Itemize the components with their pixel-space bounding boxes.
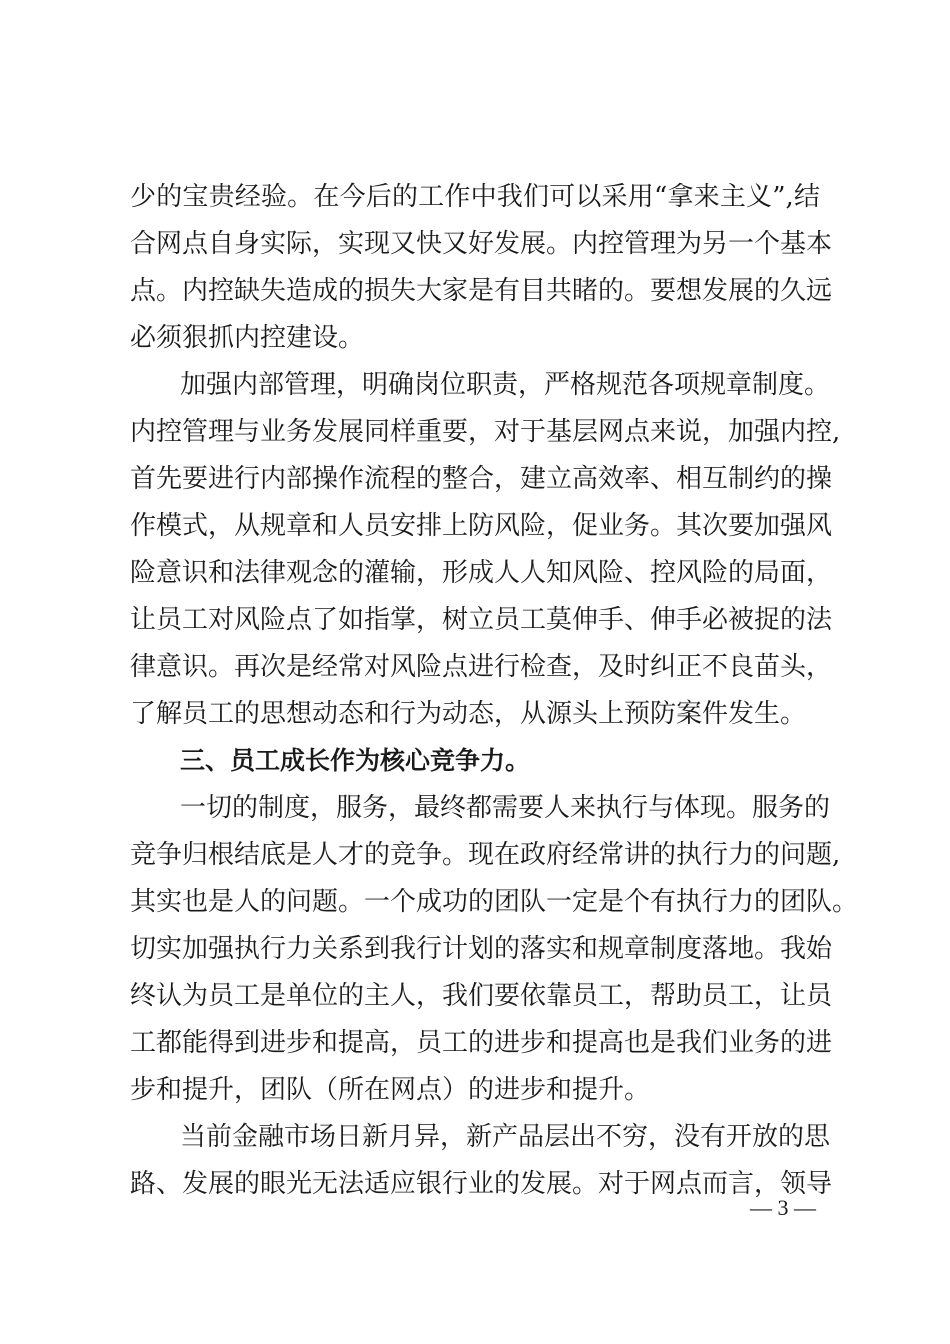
paragraph-line: 当前金融市场日新月异，新产品层出不穷，没有开放的思 — [180, 1122, 831, 1152]
paragraph-line: 少的宝贵经验。在今后的工作中我们可以采用“拿来主义”,结 — [130, 182, 820, 212]
paragraph-line: 律意识。再次是经常对风险点进行检查，及时纠正不良苗头， — [130, 652, 833, 682]
paragraph-line: 终认为员工是单位的主人，我们要依靠员工，帮助员工，让员 — [130, 981, 833, 1011]
paragraph-line: 了解员工的思想动态和行为动态，从源头上预防案件发生。 — [130, 699, 807, 729]
paragraph-line: 加强内部管理，明确岗位职责，严格规范各项规章制度。 — [180, 370, 831, 400]
paragraph-line: 合网点自身实际，实现又快又好发展。内控管理为另一个基本 — [130, 229, 833, 259]
section-heading: 三、员工成长作为核心竞争力。 — [180, 746, 531, 775]
page-number: — 3 — — [750, 1195, 816, 1220]
paragraph-line: 点。内控缺失造成的损失大家是有目共睹的。要想发展的久远 — [130, 276, 833, 306]
paragraph-line: 险意识和法律观念的灌输，形成人人知风险、控风险的局面， — [130, 558, 833, 588]
paragraph-line: 内控管理与业务发展同样重要，对于基层网点来说，加强内控, — [130, 417, 841, 447]
paragraph-line: 让员工对风险点了如指掌，树立员工莫伸手、伸手必被捉的法 — [130, 605, 833, 635]
paragraph-line: 必须狠抓内控建设。 — [130, 323, 365, 353]
paragraph-line: 步和提升，团队（所在网点）的进步和提升。 — [130, 1075, 651, 1105]
paragraph-line: 作模式，从规章和人员安排上防风险，促业务。其次要加强风 — [130, 511, 833, 541]
paragraph-line: 竞争归根结底是人才的竞争。现在政府经常讲的执行力的问题, — [130, 840, 841, 870]
paragraph-line: 首先要进行内部操作流程的整合，建立高效率、相互制约的操 — [130, 464, 833, 494]
paragraph-line: 一切的制度，服务，最终都需要人来执行与体现。服务的 — [180, 793, 831, 823]
paragraph-line: 路、发展的眼光无法适应银行业的发展。对于网点而言，领导 — [130, 1169, 833, 1199]
paragraph-line: 其实也是人的问题。一个成功的团队一定是个有执行力的团队。 — [130, 887, 859, 917]
paragraph-line: 切实加强执行力关系到我行计划的落实和规章制度落地。我始 — [130, 934, 833, 964]
paragraph-line: 工都能得到进步和提高，员工的进步和提高也是我们业务的进 — [130, 1028, 833, 1058]
